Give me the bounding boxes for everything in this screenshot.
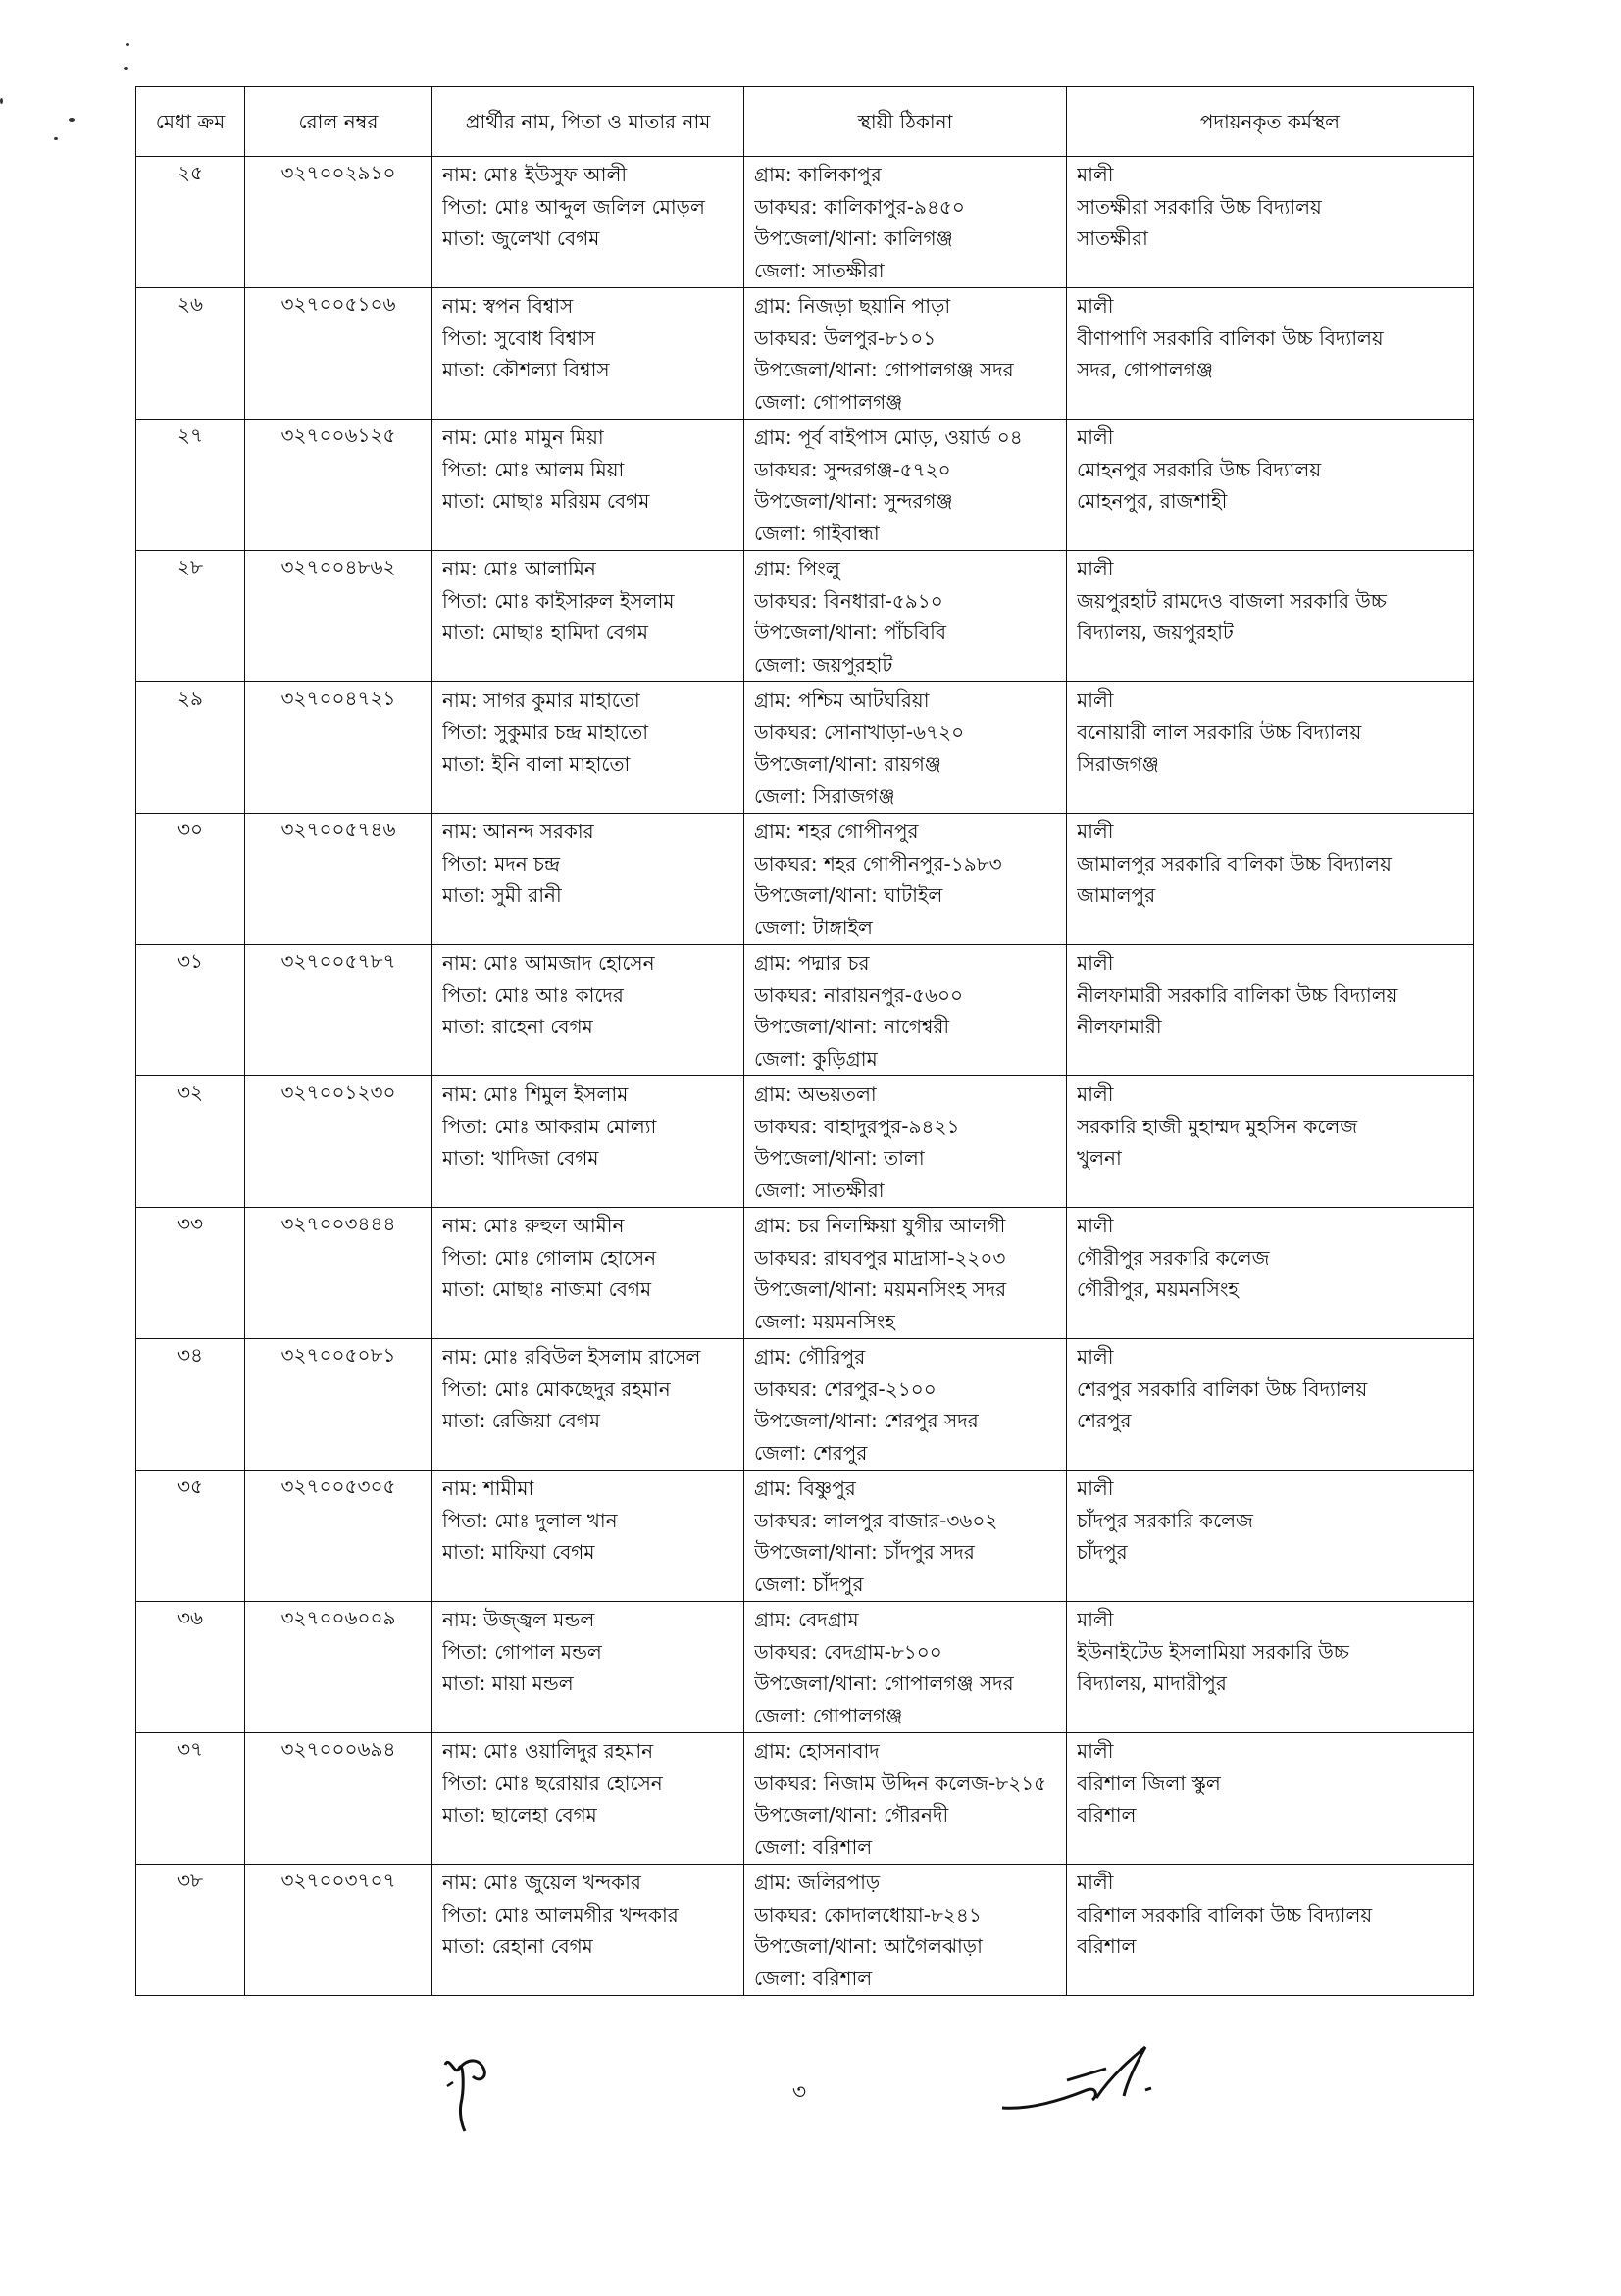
roll-number-cell: ৩২৭০০৫৭৪৬ (245, 814, 432, 945)
address-line: গ্রাম: বেদগ্রাম (754, 1608, 859, 1631)
candidate-name-cell (432, 1602, 744, 1733)
posting-line: ইউনাইটেড ইসলামিয়া সরকারি উচ্চ (1077, 1639, 1349, 1664)
posting-line: বিদ্যালয়, মাদারীপুর (1077, 1672, 1227, 1695)
posting-line: সরকারি হাজী মুহাম্মদ মুহসিন কলেজ (1077, 1114, 1358, 1138)
scan-speck (0, 98, 3, 104)
address-line: গ্রাম: কালিকাপুর (754, 163, 882, 186)
table-row (136, 682, 1474, 814)
address-line: ডাকঘর: বিনধারা-৫৯১০ (754, 588, 943, 613)
candidate-info-line: পিতা: মোঃ দুলাল খান (442, 1508, 618, 1532)
candidate-info-line: মাতা: মোছাঃ নাজমা বেগম (442, 1277, 652, 1301)
candidate-name-cell (432, 1339, 744, 1471)
table-row (136, 945, 1474, 1076)
scan-speck (69, 118, 75, 122)
address-line: গ্রাম: চর নিলক্ষিয়া যুগীর আলগী (754, 1214, 1006, 1237)
candidate-info-line: পিতা: মোঃ মোকছেদুর রহমান (442, 1376, 671, 1401)
candidate-info-line: নাম: শামীমা (442, 1476, 534, 1500)
merit-cell: ৩৩ (136, 1208, 245, 1339)
candidate-name-cell (432, 814, 744, 945)
candidate-info-line: মাতা: রেহানা বেগম (442, 1934, 593, 1958)
address-line: জেলা: সাতক্ষীরা (754, 1177, 885, 1202)
candidate-info-line: মাতা: রাহেনা বেগম (442, 1015, 593, 1038)
candidate-info-line: পিতা: মোঃ ছরোয়ার হোসেন (442, 1771, 663, 1795)
address-line: উপজেলা/থানা: পাঁচবিবি (754, 621, 946, 644)
posting-line: শেরপুর সরকারি বালিকা উচ্চ বিদ্যালয় (1077, 1376, 1368, 1401)
address-cell (744, 1076, 1067, 1208)
posting-cell (1067, 420, 1474, 551)
roll-number-cell: ৩২৭০০২৯১০ (245, 157, 432, 288)
address-line: গ্রাম: পশ্চিম আটঘরিয়া (754, 688, 930, 712)
address-line: ডাকঘর: উলপুর-৮১০১ (754, 325, 937, 350)
address-cell (744, 814, 1067, 945)
candidate-info-line: পিতা: মোঃ আঃ কাদের (442, 982, 624, 1007)
posting-line: খুলনা (1077, 1146, 1122, 1170)
address-line: উপজেলা/থানা: গৌরনদী (754, 1803, 949, 1826)
signature-right (998, 2041, 1194, 2120)
candidate-info-line: নাম: সাগর কুমার মাহাতো (442, 688, 640, 712)
merit-cell: ৩৫ (136, 1471, 245, 1602)
posting-line: মালী (1077, 1739, 1114, 1763)
candidate-name-cell (432, 1076, 744, 1208)
header-posting: পদায়নকৃত কর্মস্থল (1067, 87, 1474, 157)
posting-line: শেরপুর (1077, 1409, 1132, 1432)
candidate-name-cell (432, 682, 744, 814)
appointment-table (135, 86, 1474, 1996)
candidate-name-cell (432, 420, 744, 551)
address-line: জেলা: জয়পুরহাট (754, 652, 893, 676)
posting-line: সাতক্ষীরা সরকারি উচ্চ বিদ্যালয় (1077, 194, 1322, 219)
address-line: উপজেলা/থানা: চাঁদপুর সদর (754, 1540, 975, 1564)
roll-number-cell: ৩২৭০০৫৩০৫ (245, 1471, 432, 1602)
table-row (136, 814, 1474, 945)
address-cell (744, 288, 1067, 420)
posting-line: সাতক্ষীরা (1077, 226, 1148, 250)
posting-line: সদর, গোপালগঞ্জ (1077, 358, 1213, 381)
posting-cell (1067, 1733, 1474, 1865)
roll-number-cell: ৩২৭০০৩৪৪৪ (245, 1208, 432, 1339)
candidate-info-line: পিতা: গোপাল মন্ডল (442, 1639, 602, 1664)
address-line: জেলা: গোপালগঞ্জ (754, 1703, 903, 1727)
address-line: ডাকঘর: সোনাখাড়া-৬৭২০ (754, 720, 965, 744)
posting-cell (1067, 682, 1474, 814)
posting-line: সিরাজগঞ্জ (1077, 752, 1159, 775)
table-row (136, 1733, 1474, 1865)
address-line: জেলা: সাতক্ষীরা (754, 258, 885, 282)
candidate-info-line: নাম: মোঃ শিমুল ইসলাম (442, 1082, 629, 1106)
posting-line: বরিশাল জিলা স্কুল (1077, 1771, 1221, 1795)
posting-line: চাঁদপুর (1077, 1540, 1128, 1564)
address-line: জেলা: বরিশাল (754, 1966, 873, 1990)
merit-cell: ৩০ (136, 814, 245, 945)
posting-line: মালী (1077, 1871, 1114, 1894)
address-cell (744, 1208, 1067, 1339)
candidate-info-line: নাম: মোঃ রুহুল আমীন (442, 1214, 625, 1237)
candidate-info-line: মাতা: মায়া মন্ডল (442, 1672, 574, 1695)
candidate-info-line: নাম: মোঃ আমজাদ হোসেন (442, 951, 655, 974)
address-line: উপজেলা/থানা: ময়মনসিংহ সদর (754, 1277, 1007, 1301)
posting-line: নীলফামারী সরকারি বালিকা উচ্চ বিদ্যালয় (1077, 982, 1398, 1007)
posting-line: মালী (1077, 820, 1114, 843)
merit-cell: ৩৭ (136, 1733, 245, 1865)
address-line: গ্রাম: পদ্মার চর (754, 951, 870, 974)
address-line: গ্রাম: শহর গোপীনপুর (754, 820, 919, 843)
scan-speck (126, 43, 129, 46)
address-line: গ্রাম: পিংলু (754, 557, 840, 580)
scan-speck (54, 137, 58, 140)
candidate-name-cell (432, 288, 744, 420)
candidate-name-cell (432, 157, 744, 288)
address-line: ডাকঘর: রাঘবপুর মাদ্রাসা-২২০৩ (754, 1245, 1006, 1270)
posting-cell (1067, 1602, 1474, 1733)
address-line: গ্রাম: পূর্ব বাইপাস মোড়, ওয়ার্ড ০৪ (754, 425, 1023, 449)
address-line: জেলা: কুড়িগ্রাম (754, 1046, 878, 1071)
posting-line: বরিশাল (1077, 1934, 1137, 1958)
roll-number-cell: ৩২৭০০৫১০৬ (245, 288, 432, 420)
address-cell (744, 945, 1067, 1076)
posting-line: মালী (1077, 425, 1114, 449)
merit-cell: ৩১ (136, 945, 245, 1076)
address-cell (744, 1865, 1067, 1996)
roll-number-cell: ৩২৭০০৬১২৫ (245, 420, 432, 551)
candidate-info-line: নাম: মোঃ ওয়ালিদুর রহমান (442, 1739, 654, 1763)
address-line: উপজেলা/থানা: নাগেশ্বরী (754, 1015, 950, 1038)
merit-cell: ২৭ (136, 420, 245, 551)
candidate-info-line: নাম: মোঃ ইউসুফ আলী (442, 163, 628, 186)
candidate-info-line: মাতা: মোছাঃ মরিয়ম বেগম (442, 489, 650, 513)
posting-line: জয়পুরহাট রামদেও বাজলা সরকারি উচ্চ (1077, 588, 1387, 613)
address-cell (744, 1339, 1067, 1471)
posting-line: গৌরীপুর, ময়মনসিংহ (1077, 1277, 1239, 1301)
merit-cell: ২৫ (136, 157, 245, 288)
candidate-info-line: মাতা: জুলেখা বেগম (442, 226, 600, 250)
posting-line: মোহনপুর সরকারি উচ্চ বিদ্যালয় (1077, 457, 1322, 481)
posting-line: মালী (1077, 951, 1114, 974)
posting-line: মালী (1077, 1082, 1114, 1106)
candidate-name-cell (432, 551, 744, 682)
address-line: উপজেলা/থানা: আগৈলঝাড়া (754, 1934, 983, 1958)
address-line: ডাকঘর: সুন্দরগঞ্জ-৫৭২০ (754, 457, 951, 481)
candidate-info-line: নাম: মোঃ আলামিন (442, 557, 596, 580)
candidate-info-line: পিতা: মোঃ গোলাম হোসেন (442, 1245, 657, 1270)
address-line: জেলা: চাঁদপুর (754, 1572, 864, 1596)
table-row (136, 288, 1474, 420)
address-cell (744, 682, 1067, 814)
address-cell (744, 551, 1067, 682)
address-line: উপজেলা/থানা: গোপালগঞ্জ সদর (754, 358, 1014, 381)
merit-cell: ২৯ (136, 682, 245, 814)
address-line: জেলা: ময়মনসিংহ (754, 1309, 895, 1333)
merit-cell: ৩২ (136, 1076, 245, 1208)
candidate-info-line: পিতা: সুবোধ বিশ্বাস (442, 325, 596, 350)
address-line: জেলা: সিরাজগঞ্জ (754, 783, 895, 808)
candidate-info-line: মাতা: কৌশল্যা বিশ্বাস (442, 358, 610, 381)
table-row (136, 551, 1474, 682)
merit-cell: ৩৬ (136, 1602, 245, 1733)
candidate-info-line: মাতা: সুমী রানী (442, 883, 562, 907)
candidate-info-line: পিতা: মদন চন্দ্র (442, 851, 561, 875)
posting-line: মালী (1077, 557, 1114, 580)
address-line: ডাকঘর: কোদালধোয়া-৮২৪১ (754, 1902, 982, 1926)
address-cell (744, 1602, 1067, 1733)
posting-cell (1067, 551, 1474, 682)
posting-line: মালী (1077, 1214, 1114, 1237)
posting-cell (1067, 1471, 1474, 1602)
candidate-info-line: মাতা: মোছাঃ হামিদা বেগম (442, 621, 649, 644)
posting-line: জামালপুর (1077, 883, 1156, 907)
posting-line: নীলফামারী (1077, 1015, 1162, 1038)
candidate-name-cell (432, 1471, 744, 1602)
address-line: জেলা: শেরপুর (754, 1440, 868, 1465)
candidate-info-line: পিতা: মোঃ কাইসারুল ইসলাম (442, 588, 675, 613)
address-line: ডাকঘর: নিজাম উদ্দিন কলেজ-৮২১৫ (754, 1771, 1047, 1795)
address-line: উপজেলা/থানা: ঘাটাইল (754, 883, 943, 907)
roll-number-cell: ৩২৭০০৫৭৮৭ (245, 945, 432, 1076)
address-line: গ্রাম: বিষ্ণুপুর (754, 1476, 856, 1500)
posting-cell (1067, 157, 1474, 288)
posting-line: মালী (1077, 1345, 1114, 1369)
posting-line: মালী (1077, 1608, 1114, 1631)
candidate-info-line: নাম: মোঃ মামুন মিয়া (442, 425, 604, 449)
candidate-info-line: পিতা: সুকুমার চন্দ্র মাহাতো (442, 720, 649, 744)
address-line: ডাকঘর: শহর গোপীনপুর-১৯৮৩ (754, 851, 1002, 875)
address-line: ডাকঘর: কালিকাপুর-৯৪৫০ (754, 194, 965, 219)
address-line: ডাকঘর: শেরপুর-২১০০ (754, 1376, 937, 1401)
address-line: গ্রাম: জলিরপাড় (754, 1871, 881, 1894)
posting-line: জামালপুর সরকারি বালিকা উচ্চ বিদ্যালয় (1077, 851, 1392, 875)
posting-cell (1067, 288, 1474, 420)
roll-number-cell: ৩২৭০০১২৩০ (245, 1076, 432, 1208)
table-header-row (136, 87, 1474, 157)
address-line: গ্রাম: হোসনাবাদ (754, 1739, 880, 1763)
candidate-info-line: পিতা: মোঃ আকরাম মোল্যা (442, 1114, 657, 1138)
roll-number-cell: ৩২৭০০৬০০৯ (245, 1602, 432, 1733)
table-row (136, 1471, 1474, 1602)
posting-line: বরিশাল সরকারি বালিকা উচ্চ বিদ্যালয় (1077, 1902, 1373, 1926)
address-line: উপজেলা/থানা: তালা (754, 1146, 925, 1170)
address-line: জেলা: বরিশাল (754, 1834, 873, 1859)
scan-speck (124, 67, 128, 70)
merit-cell: ৩৮ (136, 1865, 245, 1996)
merit-cell: ২৬ (136, 288, 245, 420)
address-cell (744, 420, 1067, 551)
header-name: প্রার্থীর নাম, পিতা ও মাতার নাম (432, 87, 744, 157)
address-line: উপজেলা/থানা: রায়গঞ্জ (754, 752, 941, 775)
posting-cell (1067, 1076, 1474, 1208)
posting-line: চাঁদপুর সরকারি কলেজ (1077, 1508, 1253, 1532)
address-line: গ্রাম: নিজড়া ছয়ানি পাড়া (754, 294, 951, 318)
candidate-name-cell (432, 1733, 744, 1865)
table-row (136, 1208, 1474, 1339)
address-line: গ্রাম: গৌরিপুর (754, 1345, 866, 1369)
candidate-name-cell (432, 1208, 744, 1339)
candidate-info-line: নাম: স্বপন বিশ্বাস (442, 294, 574, 318)
posting-line: বরিশাল (1077, 1803, 1137, 1826)
merit-cell: ২৮ (136, 551, 245, 682)
table-row (136, 157, 1474, 288)
posting-line: মালী (1077, 1476, 1114, 1500)
header-address: স্থায়ী ঠিকানা (744, 87, 1067, 157)
candidate-info-line: পিতা: মোঃ আলমগীর খন্দকার (442, 1902, 679, 1926)
roll-number-cell: ৩২৭০০৩৭০৭ (245, 1865, 432, 1996)
roll-number-cell: ৩২৭০০৫০৮১ (245, 1339, 432, 1471)
table-row (136, 1339, 1474, 1471)
candidate-name-cell (432, 945, 744, 1076)
posting-line: বনোয়ারী লাল সরকারি উচ্চ বিদ্যালয় (1077, 720, 1362, 744)
posting-line: মালী (1077, 688, 1114, 712)
table-row (136, 420, 1474, 551)
address-cell (744, 157, 1067, 288)
signature-left (439, 2047, 498, 2135)
posting-line: বিদ্যালয়, জয়পুরহাট (1077, 621, 1234, 644)
table-row (136, 1602, 1474, 1733)
candidate-info-line: মাতা: ইনি বালা মাহাতো (442, 752, 631, 775)
posting-line: গৌরীপুর সরকারি কলেজ (1077, 1245, 1270, 1270)
posting-cell (1067, 1339, 1474, 1471)
address-line: উপজেলা/থানা: শেরপুর সদর (754, 1409, 979, 1432)
address-line: গ্রাম: অভয়তলা (754, 1082, 877, 1106)
candidate-info-line: পিতা: মোঃ আব্দুল জলিল মোড়ল (442, 194, 705, 219)
address-line: উপজেলা/থানা: কালিগঞ্জ (754, 226, 953, 250)
posting-line: মালী (1077, 294, 1114, 318)
table-row (136, 1865, 1474, 1996)
candidate-info-line: নাম: উজ্জ্বল মন্ডল (442, 1608, 595, 1631)
address-line: জেলা: টাঙ্গাইল (754, 915, 873, 939)
roll-number-cell: ৩২৭০০৪৭২১ (245, 682, 432, 814)
address-line: ডাকঘর: বেদগ্রাম-৮১০০ (754, 1639, 942, 1664)
candidate-info-line: নাম: আনন্দ সরকার (442, 820, 594, 843)
address-line: ডাকঘর: বাহাদুরপুর-৯৪২১ (754, 1114, 960, 1138)
candidate-info-line: নাম: মোঃ রবিউল ইসলাম রাসেল (442, 1345, 701, 1369)
merit-cell: ৩৪ (136, 1339, 245, 1471)
candidate-info-line: মাতা: ছালেহা বেগম (442, 1803, 597, 1826)
candidate-info-line: মাতা: খাদিজা বেগম (442, 1146, 599, 1170)
posting-line: মোহনপুর, রাজশাহী (1077, 489, 1228, 513)
address-line: ডাকঘর: নারায়নপুর-৫৬০০ (754, 982, 964, 1007)
table-row (136, 1076, 1474, 1208)
candidate-info-line: মাতা: রেজিয়া বেগম (442, 1409, 600, 1432)
address-line: জেলা: গোপালগঞ্জ (754, 389, 903, 414)
address-line: উপজেলা/থানা: গোপালগঞ্জ সদর (754, 1672, 1014, 1695)
address-cell (744, 1471, 1067, 1602)
posting-cell (1067, 945, 1474, 1076)
candidate-info-line: মাতা: মাফিয়া বেগম (442, 1540, 595, 1564)
address-line: উপজেলা/থানা: সুন্দরগঞ্জ (754, 489, 953, 513)
posting-cell (1067, 814, 1474, 945)
candidate-name-cell (432, 1865, 744, 1996)
posting-line: মালী (1077, 163, 1114, 186)
address-line: জেলা: গাইবান্ধা (754, 521, 880, 545)
candidate-info-line: নাম: মোঃ জুয়েল খন্দকার (442, 1871, 641, 1894)
header-roll: রোল নম্বর (245, 87, 432, 157)
posting-cell (1067, 1208, 1474, 1339)
posting-cell (1067, 1865, 1474, 1996)
posting-line: বীণাপাণি সরকারি বালিকা উচ্চ বিদ্যালয় (1077, 325, 1384, 350)
page-number: ৩ (791, 2080, 807, 2105)
roll-number-cell: ৩২৭০০০৬৯৪ (245, 1733, 432, 1865)
address-line: ডাকঘর: লালপুর বাজার-৩৬০২ (754, 1508, 998, 1532)
header-merit: মেধা ক্রম (136, 87, 245, 157)
candidate-info-line: পিতা: মোঃ আলম মিয়া (442, 457, 625, 481)
roll-number-cell: ৩২৭০০৪৮৬২ (245, 551, 432, 682)
address-cell (744, 1733, 1067, 1865)
